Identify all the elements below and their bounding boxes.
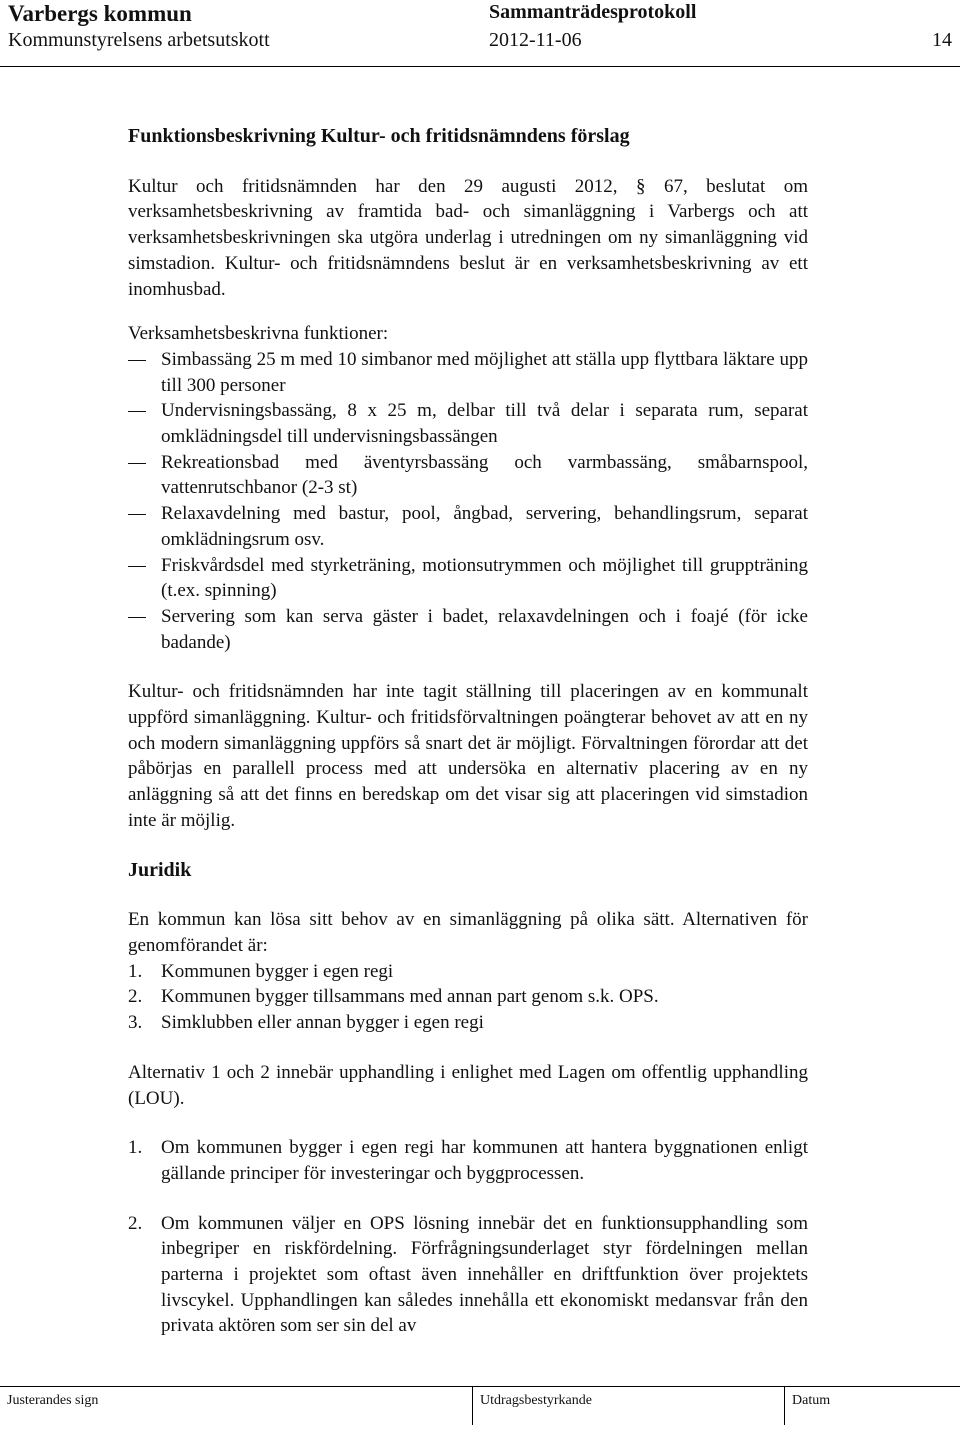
juridik-intro: En kommun kan lösa sitt behov av en simanläggning på olika sätt. Alternativen för genomförandet är: <box>128 909 808 956</box>
section-heading-juridik: Juridik <box>128 858 192 881</box>
placement-paragraph: Kultur- och fritidsnämnden har inte tagit ställning till placeringen av en kommunalt uppförd simanläggning. Kultur- och fritidsförvaltningen poängterar behovet av att en ny och modern simanläggning uppförs så snart det är möjligt. Förvaltningen förordar att det påbörjas en parallell process med att undersöka en alternativ placering av en ny anläggning så att det finns en beredskap om det visar sig att placeringen vid simstadion inte är möjlig. <box>128 681 808 831</box>
list-item: Servering som kan serva gäster i badet, relaxavdelningen och i foajé (för icke badande) <box>128 604 808 655</box>
list-item <box>128 1010 808 1036</box>
header-divider <box>0 66 960 67</box>
item-text: Om kommunen bygger i egen regi har kommunen att hantera byggnationen enligt gällande principer för investeringar och byggprocessen. <box>161 1137 808 1184</box>
item-number: 2. <box>128 1212 143 1234</box>
list-item <box>128 959 808 985</box>
justerandes-sign-field: Justerandes sign <box>7 1393 99 1408</box>
datum-field: Datum <box>784 1387 960 1425</box>
lou-paragraph: Alternativ 1 och 2 innebär upphandling i enlighet med Lagen om offentlig upphandling (LOU). <box>128 1061 808 1109</box>
item-text: Kommunen bygger i egen regi <box>161 960 394 982</box>
organization-name: Varbergs kommun <box>8 1 192 26</box>
committee-name: Kommunstyrelsens arbetsutskott <box>8 29 270 51</box>
explanations-list <box>128 1135 808 1186</box>
document-body <box>128 124 808 1339</box>
item-text: Simklubben eller annan bygger i egen regi <box>161 1012 484 1034</box>
item-number: 1. <box>128 960 143 982</box>
list-item <box>128 1211 808 1340</box>
utdragsbestyrkande-field: Utdragsbestyrkande <box>472 1387 784 1425</box>
alternatives-list <box>128 959 808 1036</box>
explanations-list-2 <box>128 1211 808 1340</box>
document-type: Sammanträdesprotokoll <box>489 1 697 23</box>
item-number: 2. <box>128 986 143 1008</box>
item-number: 3. <box>128 1012 143 1034</box>
section-heading-funktionsbeskrivning: Funktionsbeskrivning Kultur- och fritidsnämndens förslag <box>128 125 630 147</box>
page-header <box>8 0 952 64</box>
meeting-date: 2012-11-06 <box>489 29 582 51</box>
intro-paragraph: Kultur och fritidsnämnden har den 29 augusti 2012, § 67, beslutat om verksamhetsbeskrivning av framtida bad- och simanläggning i Varbergs och att verksamhetsbeskrivningen ska utgöra underlag i utredningen om ny simanläggning vid simstadion. Kultur- och fritidsnämndens beslut är en verksamhetsbeskrivning av ett inomhusbad. <box>128 175 808 300</box>
functions-intro: Verksamhetsbeskrivna funktioner: <box>128 323 389 345</box>
page-number: 14 <box>932 29 952 51</box>
list-item: Rekreationsbad med äventyrsbassäng och varmbassäng, småbarnspool, vattenrutschbanor (2-3 st) <box>128 450 808 501</box>
signature-footer <box>0 1386 960 1427</box>
item-number: 1. <box>128 1137 143 1159</box>
list-item: Simbassäng 25 m med 10 simbanor med möjlighet att ställa upp flyttbara läktare upp till 300 personer <box>128 347 808 398</box>
item-text: Om kommunen väljer en OPS lösning innebär det en funktionsupphandling som inbegriper en riskfördelning. Förfrågningsunderlaget styr fördelningen mellan parterna i projektet som oftast även innehåller en driftfunktion över projektets livscykel. Upphandlingen kan således innehålla ett ekonomiskt medansvar från den privata aktören som ser sin del av <box>161 1212 808 1337</box>
list-item: Undervisningsbassäng, 8 x 25 m, delbar till två delar i separata rum, separat omklädningsdel till undervisningsbassängen <box>128 398 808 449</box>
list-item <box>128 1135 808 1186</box>
item-text: Kommunen bygger tillsammans med annan part genom s.k. OPS. <box>161 986 659 1008</box>
list-item <box>128 984 808 1010</box>
functions-list <box>128 347 808 655</box>
list-item: Relaxavdelning med bastur, pool, ångbad, servering, behandlingsrum, separat omklädningsrum osv. <box>128 501 808 552</box>
list-item: Friskvårdsdel med styrketräning, motionsutrymmen och möjlighet till gruppträning (t.ex. spinning) <box>128 553 808 604</box>
